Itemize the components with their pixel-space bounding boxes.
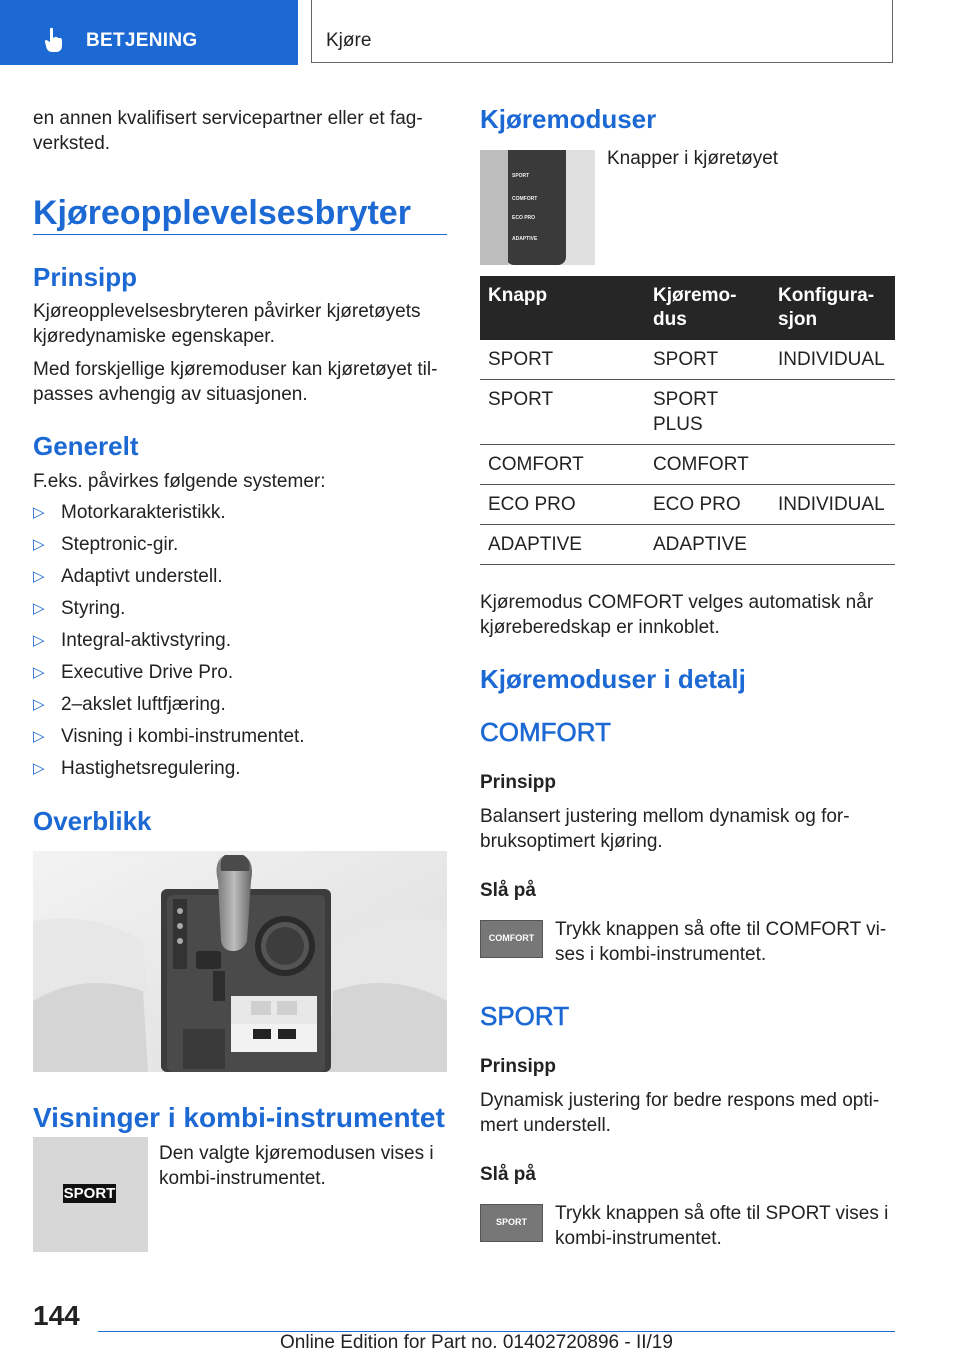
triangle-bullet-icon: ▷ — [33, 536, 45, 553]
section-tab[interactable] — [0, 0, 298, 65]
intro-line-2: verksted. — [33, 133, 111, 154]
display-text-l2: kombi-instrumentet. — [159, 1168, 326, 1189]
comfort-button-image — [480, 920, 543, 958]
sport-desc-l2: mert understell. — [480, 1115, 611, 1136]
triangle-bullet-icon: ▷ — [33, 600, 45, 617]
triangle-bullet-icon: ▷ — [33, 568, 45, 585]
comfort-desc-l1: Balansert justering mellom dynamisk og for- — [480, 806, 850, 827]
vehicle-button-sport: SPORT — [512, 173, 530, 179]
triangle-bullet-icon: ▷ — [33, 728, 45, 745]
comfort-step-l2: ses i kombi-instrumentet. — [555, 944, 767, 965]
auto-note-l2: kjøreberedskap er innkoblet. — [480, 617, 720, 638]
sport-heading: SPORT — [480, 1001, 570, 1031]
section-label: BETJENING — [86, 30, 198, 51]
mode-buttons-image — [480, 150, 595, 265]
table-row: ECO PRO ECO PRO INDIVIDUAL — [480, 485, 895, 525]
edition-note: Online Edition for Part no. 01402720896 - II/19 — [280, 1332, 673, 1353]
title-rule — [33, 234, 447, 235]
table-row: SPORT SPORT INDIVIDUAL — [480, 340, 895, 380]
detail-heading: Kjøremoduser i detalj — [480, 664, 746, 694]
principle-p2-l1: Med forskjellige kjøremoduser kan kjøretøyet til- — [33, 359, 438, 380]
hand-pointer-icon — [44, 27, 64, 53]
chapter-label: Kjøre — [326, 30, 372, 51]
modes-table — [480, 276, 895, 565]
triangle-bullet-icon: ▷ — [33, 632, 45, 649]
triangle-bullet-icon: ▷ — [33, 760, 45, 777]
general-intro: F.eks. påvirkes følgende systemer: — [33, 471, 326, 492]
vehicle-button-adaptive: ADAPTIVE — [512, 236, 538, 242]
sport-principle-heading: Prinsipp — [480, 1056, 557, 1077]
col-header-mode: Kjøremo- dus — [645, 276, 770, 340]
sport-desc-l1: Dynamisk justering for bedre respons med opti- — [480, 1090, 880, 1111]
sport-button-label: SPORT — [495, 1217, 527, 1227]
table-row: SPORT SPORT PLUS — [480, 380, 895, 445]
triangle-bullet-icon: ▷ — [33, 696, 45, 713]
principle-heading: Prinsipp — [33, 262, 138, 292]
chapter-tab[interactable] — [311, 0, 893, 63]
page-number: 144 — [33, 1300, 80, 1331]
general-heading: Generelt — [33, 431, 139, 461]
vehicle-button-comfort: COMFORT — [512, 196, 538, 202]
sport-step-l2: kombi-instrumentet. — [555, 1228, 722, 1249]
modes-heading: Kjøremoduser — [480, 104, 657, 134]
comfort-activate-heading: Slå på — [480, 880, 536, 901]
comfort-step-l1: Trykk knappen så ofte til COMFORT vi- — [555, 919, 887, 940]
comfort-desc-l2: bruksoptimert kjøring. — [480, 831, 663, 852]
table-header-row — [480, 276, 895, 340]
col-header-button: Knapp — [480, 276, 645, 340]
triangle-bullet-icon: ▷ — [33, 664, 45, 681]
overview-heading: Overblikk — [33, 806, 152, 836]
principle-p2-l2: passes avhengig av situasjonen. — [33, 384, 308, 405]
sport-step-l1: Trykk knappen så ofte til SPORT vises i — [555, 1203, 889, 1224]
display-heading: Visninger i kombi-instrumentet — [33, 1102, 445, 1133]
buttons-caption: Knapper i kjøretøyet — [607, 148, 779, 169]
display-text-l1: Den valgte kjøremodusen vises i — [159, 1143, 434, 1164]
display-image — [33, 1137, 148, 1252]
sport-button-image — [480, 1204, 543, 1242]
triangle-bullet-icon: ▷ — [33, 504, 45, 521]
intro-line-1: en annen kvalifisert servicepartner eller et fag- — [33, 108, 423, 129]
table-row: COMFORT COMFORT — [480, 445, 895, 485]
vehicle-button-eco-pro: ECO PRO — [512, 215, 536, 221]
comfort-button-label: COMFORT — [488, 933, 535, 943]
center-console-image — [33, 851, 447, 1072]
sport-activate-heading: Slå på — [480, 1164, 536, 1185]
comfort-heading: COMFORT — [480, 717, 611, 747]
table-row: ADAPTIVE ADAPTIVE — [480, 525, 895, 565]
principle-p1-l2: kjøredynamiske egenskaper. — [33, 326, 275, 347]
page-title: Kjøreopplevelsesbryter — [33, 194, 411, 232]
auto-note-l1: Kjøremodus COMFORT velges automatisk når — [480, 592, 874, 613]
comfort-principle-heading: Prinsipp — [480, 772, 557, 793]
sport-display-badge: SPORT — [63, 1185, 116, 1202]
principle-p1-l1: Kjøreopplevelsesbryteren påvirker kjøretøyets — [33, 301, 421, 322]
col-header-config: Konfigura- sjon — [770, 276, 895, 340]
